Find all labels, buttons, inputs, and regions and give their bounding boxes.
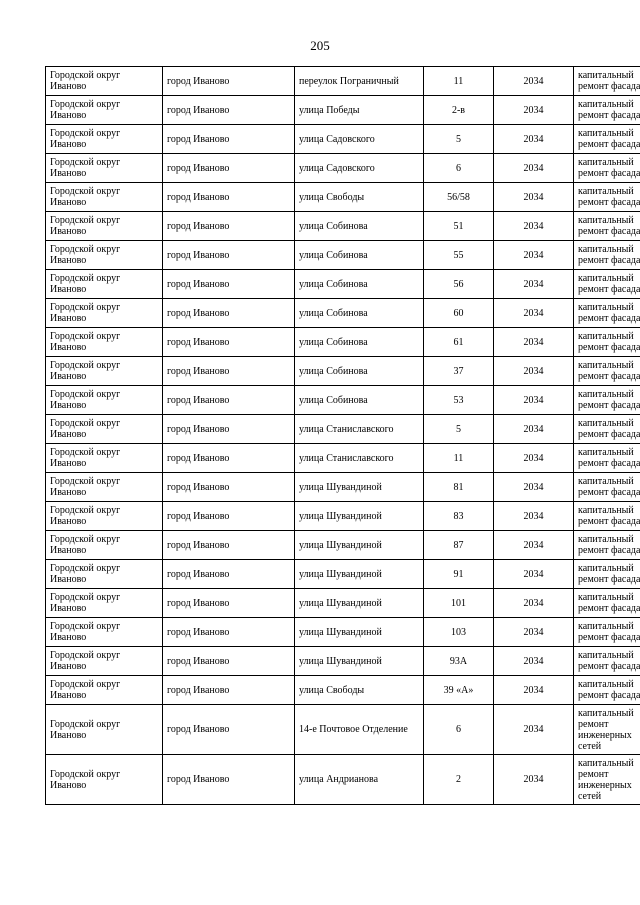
table-row	[46, 618, 640, 647]
table-row	[46, 502, 640, 531]
district-cell: Городской округ Иваново	[46, 357, 163, 386]
year-cell: 2034	[494, 589, 574, 618]
table-row	[46, 647, 640, 676]
repair-schedule-table	[45, 66, 640, 805]
city-cell: город Иваново	[163, 560, 295, 589]
city-cell: город Иваново	[163, 183, 295, 212]
street-cell: улица Шувандиной	[295, 531, 424, 560]
work-type-cell: капитальный ремонт фасада	[574, 357, 640, 386]
city-cell: город Иваново	[163, 270, 295, 299]
table-row	[46, 415, 640, 444]
district-cell: Городской округ Иваново	[46, 589, 163, 618]
street-cell: улица Станиславского	[295, 444, 424, 473]
house-number-cell: 81	[424, 473, 494, 502]
street-cell: улица Свободы	[295, 183, 424, 212]
table-row	[46, 676, 640, 705]
work-type-cell: капитальный ремонт фасада	[574, 415, 640, 444]
work-type-cell: капитальный ремонт фасада	[574, 386, 640, 415]
year-cell: 2034	[494, 618, 574, 647]
city-cell: город Иваново	[163, 415, 295, 444]
district-cell: Городской округ Иваново	[46, 705, 163, 755]
table-body	[46, 67, 640, 805]
district-cell: Городской округ Иваново	[46, 531, 163, 560]
table-row	[46, 386, 640, 415]
city-cell: город Иваново	[163, 299, 295, 328]
year-cell: 2034	[494, 647, 574, 676]
city-cell: город Иваново	[163, 386, 295, 415]
table-row	[46, 705, 640, 755]
house-number-cell: 37	[424, 357, 494, 386]
house-number-cell: 6	[424, 705, 494, 755]
year-cell: 2034	[494, 212, 574, 241]
house-number-cell: 11	[424, 67, 494, 96]
house-number-cell: 5	[424, 125, 494, 154]
city-cell: город Иваново	[163, 705, 295, 755]
city-cell: город Иваново	[163, 444, 295, 473]
table-row	[46, 125, 640, 154]
year-cell: 2034	[494, 154, 574, 183]
street-cell: 14-е Почтовое Отделение	[295, 705, 424, 755]
city-cell: город Иваново	[163, 241, 295, 270]
house-number-cell: 93А	[424, 647, 494, 676]
district-cell: Городской округ Иваново	[46, 755, 163, 805]
city-cell: город Иваново	[163, 212, 295, 241]
house-number-cell: 51	[424, 212, 494, 241]
work-type-cell: капитальный ремонт фасада	[574, 647, 640, 676]
table-row	[46, 328, 640, 357]
district-cell: Городской округ Иваново	[46, 125, 163, 154]
street-cell: улица Собинова	[295, 241, 424, 270]
work-type-cell: капитальный ремонт инженерных сетей	[574, 755, 640, 805]
street-cell: улица Собинова	[295, 386, 424, 415]
district-cell: Городской округ Иваново	[46, 154, 163, 183]
year-cell: 2034	[494, 502, 574, 531]
district-cell: Городской округ Иваново	[46, 328, 163, 357]
table-row	[46, 67, 640, 96]
street-cell: улица Шувандиной	[295, 589, 424, 618]
table-row	[46, 154, 640, 183]
street-cell: улица Шувандиной	[295, 502, 424, 531]
year-cell: 2034	[494, 444, 574, 473]
table-row	[46, 755, 640, 805]
street-cell: улица Собинова	[295, 357, 424, 386]
work-type-cell: капитальный ремонт фасада	[574, 183, 640, 212]
work-type-cell: капитальный ремонт фасада	[574, 154, 640, 183]
district-cell: Городской округ Иваново	[46, 386, 163, 415]
table-row	[46, 444, 640, 473]
house-number-cell: 91	[424, 560, 494, 589]
work-type-cell: капитальный ремонт фасада	[574, 67, 640, 96]
table-row	[46, 589, 640, 618]
table-row	[46, 473, 640, 502]
district-cell: Городской округ Иваново	[46, 647, 163, 676]
district-cell: Городской округ Иваново	[46, 299, 163, 328]
work-type-cell: капитальный ремонт фасада	[574, 560, 640, 589]
year-cell: 2034	[494, 357, 574, 386]
city-cell: город Иваново	[163, 328, 295, 357]
year-cell: 2034	[494, 96, 574, 125]
year-cell: 2034	[494, 676, 574, 705]
street-cell: улица Свободы	[295, 676, 424, 705]
house-number-cell: 2-в	[424, 96, 494, 125]
year-cell: 2034	[494, 755, 574, 805]
street-cell: улица Андрианова	[295, 755, 424, 805]
street-cell: улица Шувандиной	[295, 618, 424, 647]
city-cell: город Иваново	[163, 647, 295, 676]
table-row	[46, 560, 640, 589]
street-cell: улица Собинова	[295, 212, 424, 241]
work-type-cell: капитальный ремонт фасада	[574, 444, 640, 473]
year-cell: 2034	[494, 386, 574, 415]
table-row	[46, 241, 640, 270]
year-cell: 2034	[494, 560, 574, 589]
table-row	[46, 357, 640, 386]
table-row	[46, 96, 640, 125]
year-cell: 2034	[494, 473, 574, 502]
district-cell: Городской округ Иваново	[46, 502, 163, 531]
work-type-cell: капитальный ремонт фасада	[574, 589, 640, 618]
street-cell: улица Шувандиной	[295, 473, 424, 502]
street-cell: улица Станиславского	[295, 415, 424, 444]
table-row	[46, 299, 640, 328]
district-cell: Городской округ Иваново	[46, 618, 163, 647]
city-cell: город Иваново	[163, 357, 295, 386]
work-type-cell: капитальный ремонт фасада	[574, 299, 640, 328]
house-number-cell: 103	[424, 618, 494, 647]
house-number-cell: 55	[424, 241, 494, 270]
work-type-cell: капитальный ремонт фасада	[574, 212, 640, 241]
house-number-cell: 61	[424, 328, 494, 357]
work-type-cell: капитальный ремонт фасада	[574, 531, 640, 560]
work-type-cell: капитальный ремонт фасада	[574, 328, 640, 357]
year-cell: 2034	[494, 328, 574, 357]
year-cell: 2034	[494, 241, 574, 270]
work-type-cell: капитальный ремонт фасада	[574, 618, 640, 647]
street-cell: улица Собинова	[295, 270, 424, 299]
year-cell: 2034	[494, 415, 574, 444]
work-type-cell: капитальный ремонт фасада	[574, 125, 640, 154]
district-cell: Городской округ Иваново	[46, 67, 163, 96]
street-cell: улица Шувандиной	[295, 560, 424, 589]
district-cell: Городской округ Иваново	[46, 560, 163, 589]
year-cell: 2034	[494, 67, 574, 96]
year-cell: 2034	[494, 183, 574, 212]
street-cell: улица Победы	[295, 96, 424, 125]
district-cell: Городской округ Иваново	[46, 473, 163, 502]
city-cell: город Иваново	[163, 67, 295, 96]
table-row	[46, 183, 640, 212]
city-cell: город Иваново	[163, 676, 295, 705]
work-type-cell: капитальный ремонт фасада	[574, 473, 640, 502]
district-cell: Городской округ Иваново	[46, 270, 163, 299]
city-cell: город Иваново	[163, 154, 295, 183]
street-cell: улица Собинова	[295, 328, 424, 357]
work-type-cell: капитальный ремонт фасада	[574, 96, 640, 125]
city-cell: город Иваново	[163, 96, 295, 125]
year-cell: 2034	[494, 705, 574, 755]
district-cell: Городской округ Иваново	[46, 676, 163, 705]
house-number-cell: 83	[424, 502, 494, 531]
district-cell: Городской округ Иваново	[46, 241, 163, 270]
district-cell: Городской округ Иваново	[46, 183, 163, 212]
city-cell: город Иваново	[163, 473, 295, 502]
street-cell: улица Садовского	[295, 154, 424, 183]
page-number: 205	[310, 38, 330, 53]
street-cell: улица Шувандиной	[295, 647, 424, 676]
table-row	[46, 212, 640, 241]
house-number-cell: 11	[424, 444, 494, 473]
house-number-cell: 60	[424, 299, 494, 328]
year-cell: 2034	[494, 125, 574, 154]
city-cell: город Иваново	[163, 589, 295, 618]
year-cell: 2034	[494, 299, 574, 328]
street-cell: переулок Пограничный	[295, 67, 424, 96]
house-number-cell: 53	[424, 386, 494, 415]
city-cell: город Иваново	[163, 502, 295, 531]
house-number-cell: 56	[424, 270, 494, 299]
work-type-cell: капитальный ремонт фасада	[574, 502, 640, 531]
house-number-cell: 56/58	[424, 183, 494, 212]
district-cell: Городской округ Иваново	[46, 96, 163, 125]
work-type-cell: капитальный ремонт инженерных сетей	[574, 705, 640, 755]
year-cell: 2034	[494, 531, 574, 560]
house-number-cell: 87	[424, 531, 494, 560]
year-cell: 2034	[494, 270, 574, 299]
house-number-cell: 6	[424, 154, 494, 183]
city-cell: город Иваново	[163, 618, 295, 647]
district-cell: Городской округ Иваново	[46, 415, 163, 444]
street-cell: улица Собинова	[295, 299, 424, 328]
house-number-cell: 5	[424, 415, 494, 444]
work-type-cell: капитальный ремонт фасада	[574, 270, 640, 299]
table-row	[46, 531, 640, 560]
work-type-cell: капитальный ремонт фасада	[574, 676, 640, 705]
city-cell: город Иваново	[163, 755, 295, 805]
house-number-cell: 2	[424, 755, 494, 805]
house-number-cell: 39 «А»	[424, 676, 494, 705]
city-cell: город Иваново	[163, 531, 295, 560]
street-cell: улица Садовского	[295, 125, 424, 154]
district-cell: Городской округ Иваново	[46, 444, 163, 473]
city-cell: город Иваново	[163, 125, 295, 154]
table-row	[46, 270, 640, 299]
work-type-cell: капитальный ремонт фасада	[574, 241, 640, 270]
district-cell: Городской округ Иваново	[46, 212, 163, 241]
house-number-cell: 101	[424, 589, 494, 618]
